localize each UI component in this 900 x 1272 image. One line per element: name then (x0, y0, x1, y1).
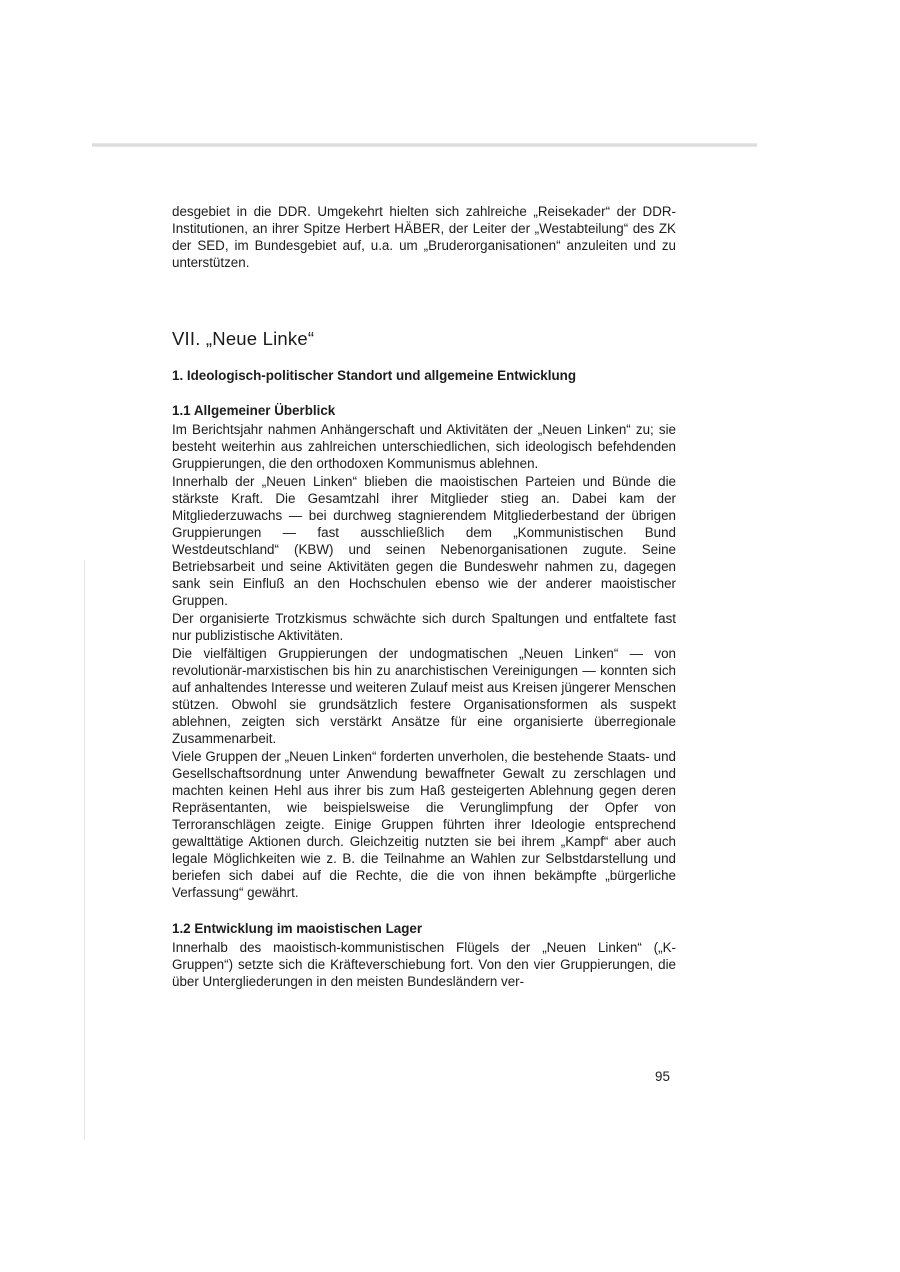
body-paragraph: Viele Gruppen der „Neuen Linken“ forderten unverholen, die bestehende Staats- und Gesellschaftsordnung unter Anwendung bewaffneter Gewalt zu zerschlagen und machten keinen Hehl aus ihrer bis zum Haß gesteigerten Ablehnung gegen deren Repräsentanten, wie beispielsweise die Verunglimpfung der Opfer von Terroranschlägen zeigte. Einige Gruppen führten ihrer Ideologie entsprechend gewalttätige Aktionen durch. Gleichzeitig nutzten sie bei ihrem „Kampf“ aber auch legale Möglichkeiten wie z. B. die Teilnahme an Wahlen zur Selbstdarstellung und beriefen sich dabei auf die Rechte, die die von ihnen bekämpfte „bürgerliche Verfassung“ gewährt. (172, 749, 676, 900)
body-paragraph: Innerhalb der „Neuen Linken“ blieben die maoistischen Parteien und Bünde die stärkste Kraft. Die Gesamtzahl ihrer Mitglieder stieg an. Dabei kam der Mitgliederzuwachs — bei durchweg stagnierendem Mitgliederbestand der übrigen Gruppierungen — fast ausschließlich dem „Kommunistischen Bund Westdeutschland“ (KBW) und seinen Nebenorganisationen zugute. Seine Betriebsarbeit und seine Aktivitäten gegen die Bundeswehr nahmen zu, dagegen sank sein Einfluß an den Hochschulen ebenso wie der anderer maoistischer Gruppen. (172, 474, 676, 608)
body-paragraph: Innerhalb des maoistisch-kommunistischen Flügels der „Neuen Linken“ („K-Gruppen“) setzte sich die Kräfteverschiebung fort. Von den vier Gruppierungen, die über Untergliederungen in den meisten Bundesländern ver- (172, 940, 676, 989)
section-title: 1. Ideologisch-politischer Standort und allgemeine Entwicklung (172, 368, 577, 383)
body-paragraph: Der organisierte Trotzkismus schwächte sich durch Spaltungen und entfaltete fast nur publizistische Aktivitäten. (172, 611, 676, 643)
chapter-title: VII. „Neue Linke“ (172, 328, 315, 349)
top-scan-rule (92, 143, 757, 147)
page-edge-shadow (84, 560, 85, 1140)
subsection-title-overview: 1.1 Allgemeiner Überblick (172, 403, 336, 418)
body-paragraph: Die vielfältigen Gruppierungen der undogmatischen „Neuen Linken“ — von revolutionär-marxistischen bis hin zu anarchistischen Vereinigungen — konnten sich auf anhaltendes Interesse und weiteren Zulauf meist aus Kreisen jüngerer Menschen stützen. Obwohl sie grundsätzlich festere Organisationsformen als suspekt ablehnen, zeigten sich verstärkt Ansätze für eine organisierte überregionale Zusammenarbeit. (172, 646, 676, 746)
subsection-title-maoist: 1.2 Entwicklung im maoistischen Lager (172, 921, 423, 936)
intro-paragraph: desgebiet in die DDR. Umgekehrt hielten sich zahlreiche „Reisekader“ der DDR-Institutionen, an ihrer Spitze Herbert HÄBER, der Leiter der „Westabteilung“ des ZK der SED, im Bundesgebiet auf, u.a. um „Bruderorganisationen“ anzuleiten und zu unterstützen. (172, 204, 676, 270)
page-number: 95 (655, 1069, 670, 1084)
body-paragraph: Im Berichtsjahr nahmen Anhängerschaft und Aktivitäten der „Neuen Linken“ zu; sie besteht weiterhin aus zahlreichen unterschiedlichen, sich ideologisch befehdenden Gruppierungen, die den orthodoxen Kommunismus ablehnen. (172, 422, 676, 471)
page-body (172, 203, 676, 990)
